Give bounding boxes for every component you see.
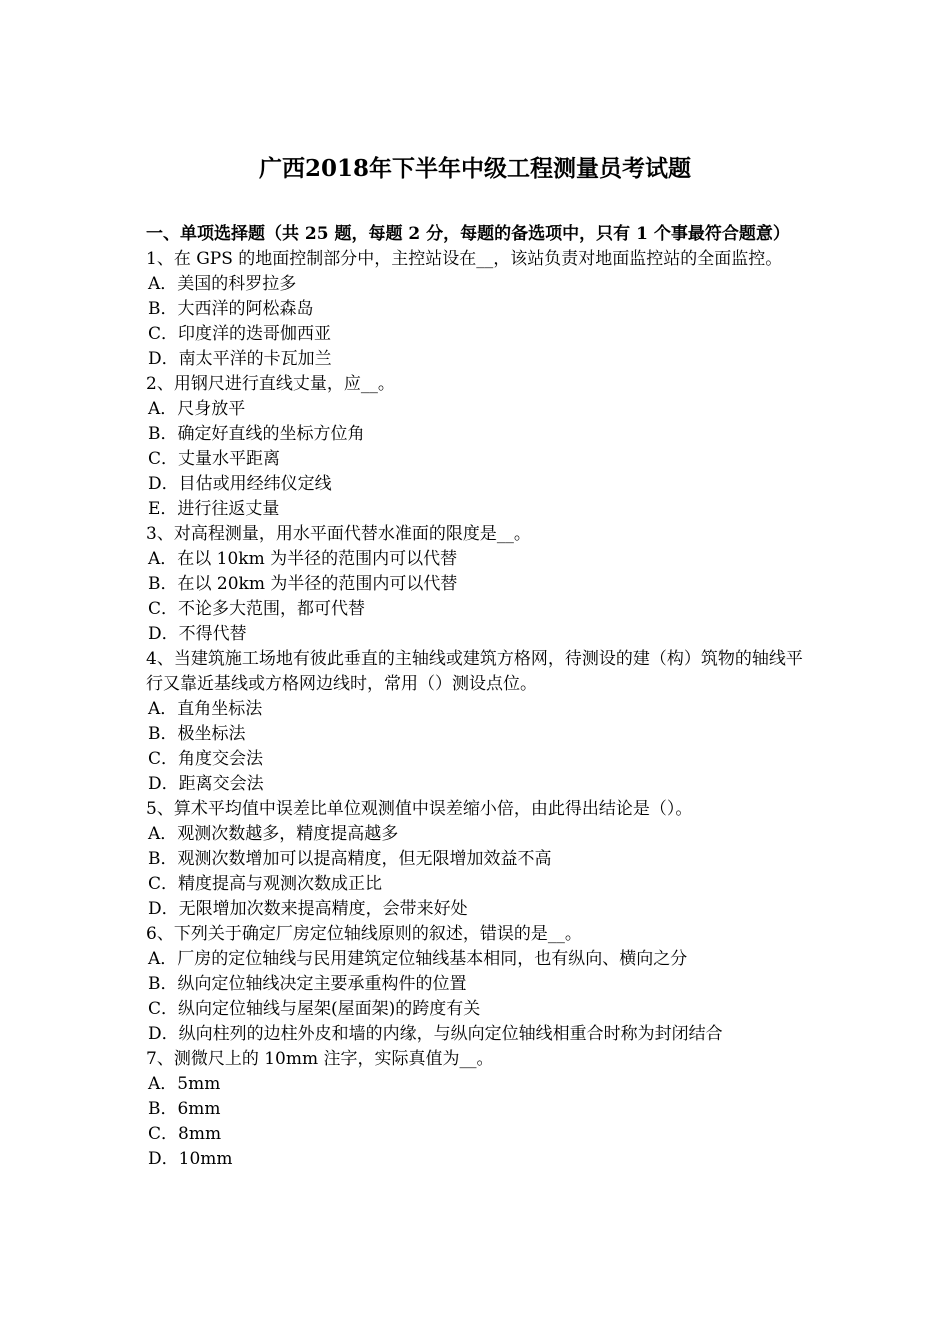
answer-option: C．精度提高与观测次数成正比	[148, 874, 383, 894]
answer-option: A．5mm	[148, 1074, 221, 1094]
answer-option: B．在以 20km 为半径的范围内可以代替	[148, 574, 458, 594]
answer-option: D．10mm	[148, 1149, 233, 1169]
answer-option: E．进行往返丈量	[148, 499, 280, 519]
answer-option: B．大西洋的阿松森岛	[148, 299, 314, 319]
answer-option: D．距离交会法	[148, 774, 264, 794]
question-block	[146, 372, 810, 522]
answer-option: A．观测次数越多，精度提高越多	[148, 824, 399, 844]
answer-option: D．不得代替	[148, 624, 247, 644]
question-stem: 4、当建筑施工场地有彼此垂直的主轴线或建筑方格网，待测设的建（构）筑物的轴线平行又靠近基线或方格网边线时，常用（）测设点位。	[146, 649, 803, 694]
answer-option: A．美国的科罗拉多	[148, 274, 297, 294]
question-stem: 7、测微尺上的 10mm 注字，实际真值为__。	[146, 1049, 494, 1069]
answer-option: D．纵向柱列的边柱外皮和墙的内缘，与纵向定位轴线相重合时称为封闭结合	[148, 1024, 723, 1044]
answer-option: C．角度交会法	[148, 749, 264, 769]
question-block	[146, 797, 810, 922]
question-stem: 3、对高程测量，用水平面代替水准面的限度是__。	[146, 524, 531, 544]
question-stem: 5、算术平均值中误差比单位观测值中误差缩小倍，由此得出结论是（）。	[146, 799, 693, 819]
answer-option: C．丈量水平距离	[148, 449, 281, 469]
question-block	[146, 647, 810, 797]
document-body	[146, 222, 810, 1172]
answer-option: D．南太平洋的卡瓦加兰	[148, 349, 332, 369]
section-heading: 一、单项选择题（共 25 题，每题 2 分，每题的备选项中，只有 1 个事最符合题意）	[146, 224, 790, 244]
document-title: 广西2018年下半年中级工程测量员考试题	[258, 155, 691, 182]
answer-option: D．目估或用经纬仪定线	[148, 474, 332, 494]
answer-option: D．无限增加次数来提高精度，会带来好处	[148, 899, 468, 919]
question-block	[146, 522, 810, 647]
question-block	[146, 247, 810, 372]
answer-option: B．确定好直线的坐标方位角	[148, 424, 365, 444]
answer-option: C．8mm	[148, 1124, 222, 1144]
answer-option: B．6mm	[148, 1099, 221, 1119]
answer-option: A．直角坐标法	[148, 699, 263, 719]
answer-option: A．厂房的定位轴线与民用建筑定位轴线基本相同，也有纵向、横向之分	[148, 949, 688, 969]
answer-option: B．极坐标法	[148, 724, 246, 744]
answer-option: B．纵向定位轴线决定主要承重构件的位置	[148, 974, 467, 994]
answer-option: C．印度洋的迭哥伽西亚	[148, 324, 332, 344]
question-stem: 6、下列关于确定厂房定位轴线原则的叙述，错误的是__。	[146, 924, 582, 944]
answer-option: C．纵向定位轴线与屋架(屋面架)的跨度有关	[148, 999, 481, 1019]
answer-option: A．在以 10km 为半径的范围内可以代替	[148, 549, 458, 569]
question-list	[146, 247, 810, 1172]
question-stem: 2、用钢尺进行直线丈量，应__。	[146, 374, 395, 394]
answer-option: C．不论多大范围，都可代替	[148, 599, 366, 619]
answer-option: A．尺身放平	[148, 399, 246, 419]
question-stem: 1、在 GPS 的地面控制部分中，主控站设在__，该站负责对地面监控站的全面监控。	[146, 249, 783, 269]
answer-option: B．观测次数增加可以提高精度，但无限增加效益不高	[148, 849, 552, 869]
question-block	[146, 922, 810, 1047]
question-block	[146, 1047, 810, 1172]
